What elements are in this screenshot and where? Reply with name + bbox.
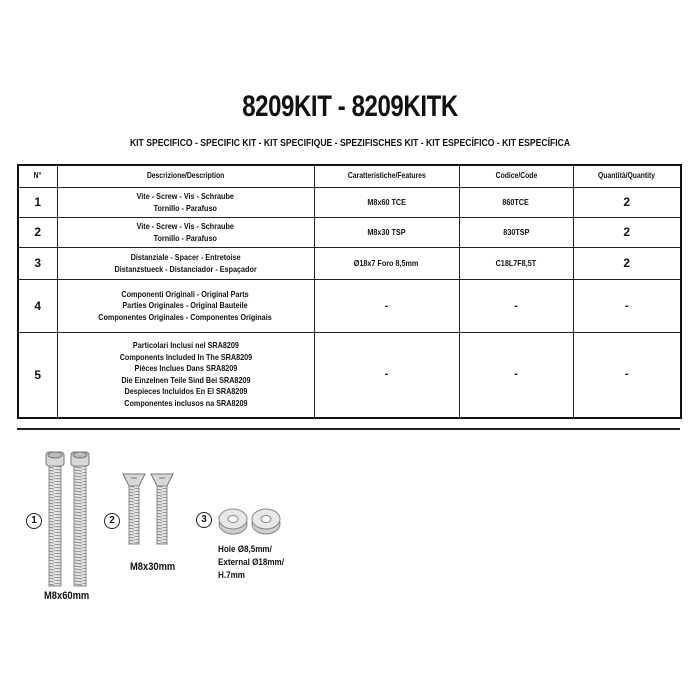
row-quantity: - xyxy=(573,280,681,333)
m8x60-screw-illustration xyxy=(40,448,100,590)
table-row xyxy=(18,188,681,218)
col-header-num: N° xyxy=(18,165,57,188)
col-header-quantity: Quantità/Quantity xyxy=(573,165,681,188)
row-description: Particolari Inclusi nel SRA8209 Components Included In The SRA8209 Pièces Inclues Dans SRA8209 Die Einzelnen Teile Sind Bei SRA8209 Despieces Incluidos En El SRA8209 Componentes inclusos na SRA8209 xyxy=(57,333,314,418)
part-1-label: M8x60mm xyxy=(44,590,90,602)
kit-subtitle: KIT SPECIFICO - SPECIFIC KIT - KIT SPECIFIQUE - SPEZIFISCHES KIT - KIT ESPECÍFICO - KIT ESPECÍFICA xyxy=(129,137,571,149)
countersunk-screw-icon xyxy=(151,474,173,544)
spacer-illustration xyxy=(216,502,286,538)
row-code: 830TSP xyxy=(459,218,573,248)
row-quantity: 2 xyxy=(573,188,681,218)
countersunk-screw-icon xyxy=(123,474,145,544)
row-number: 1 xyxy=(18,188,57,218)
row-code: - xyxy=(459,333,573,418)
table-row xyxy=(18,280,681,333)
parts-table xyxy=(17,164,682,419)
row-features: - xyxy=(314,280,459,333)
row-features: M8x60 TCE xyxy=(314,188,459,218)
part-number-1: 1 xyxy=(26,513,42,529)
table-row xyxy=(18,248,681,280)
part-3-label: Hole Ø8,5mm/ External Ø18mm/ H.7mm xyxy=(218,544,284,581)
row-number: 4 xyxy=(18,280,57,333)
row-number: 5 xyxy=(18,333,57,418)
col-header-code: Codice/Code xyxy=(459,165,573,188)
row-features: M8x30 TSP xyxy=(314,218,459,248)
col-header-description: Descrizione/Description xyxy=(57,165,314,188)
table-header-row xyxy=(18,165,681,188)
row-description: Componenti Originali - Original Parts Parties Originales - Original Bauteile Componentes Originales - Componentes Originais xyxy=(57,280,314,333)
part-2-label: M8x30mm xyxy=(130,561,176,573)
section-divider xyxy=(17,428,680,430)
part-number-2: 2 xyxy=(104,513,120,529)
row-features: Ø18x7 Foro 8,5mm xyxy=(314,248,459,280)
table-row xyxy=(18,218,681,248)
row-code: 860TCE xyxy=(459,188,573,218)
m8x30-screw-illustration xyxy=(120,470,180,550)
row-quantity: - xyxy=(573,333,681,418)
row-quantity: 2 xyxy=(573,248,681,280)
spacer-icon xyxy=(219,509,247,534)
row-description: Distanziale - Spacer - Entretoise Distanzstueck - Distanciador - Espaçador xyxy=(57,248,314,280)
page-title: 8209KIT - 8209KITK xyxy=(242,90,458,123)
row-description: Vite - Screw - Vis - Schraube Tornillo - Parafuso xyxy=(57,218,314,248)
screw-icon xyxy=(71,452,89,586)
table-row xyxy=(18,333,681,418)
screw-icon xyxy=(46,452,64,586)
row-features: - xyxy=(314,333,459,418)
col-header-features: Caratteristiche/Features xyxy=(314,165,459,188)
part-number-3: 3 xyxy=(196,512,212,528)
row-number: 2 xyxy=(18,218,57,248)
spacer-icon xyxy=(252,509,280,534)
row-description: Vite - Screw - Vis - Schraube Tornillo - Parafuso xyxy=(57,188,314,218)
row-quantity: 2 xyxy=(573,218,681,248)
row-code: - xyxy=(459,280,573,333)
row-code: C18L7F8,5T xyxy=(459,248,573,280)
row-number: 3 xyxy=(18,248,57,280)
